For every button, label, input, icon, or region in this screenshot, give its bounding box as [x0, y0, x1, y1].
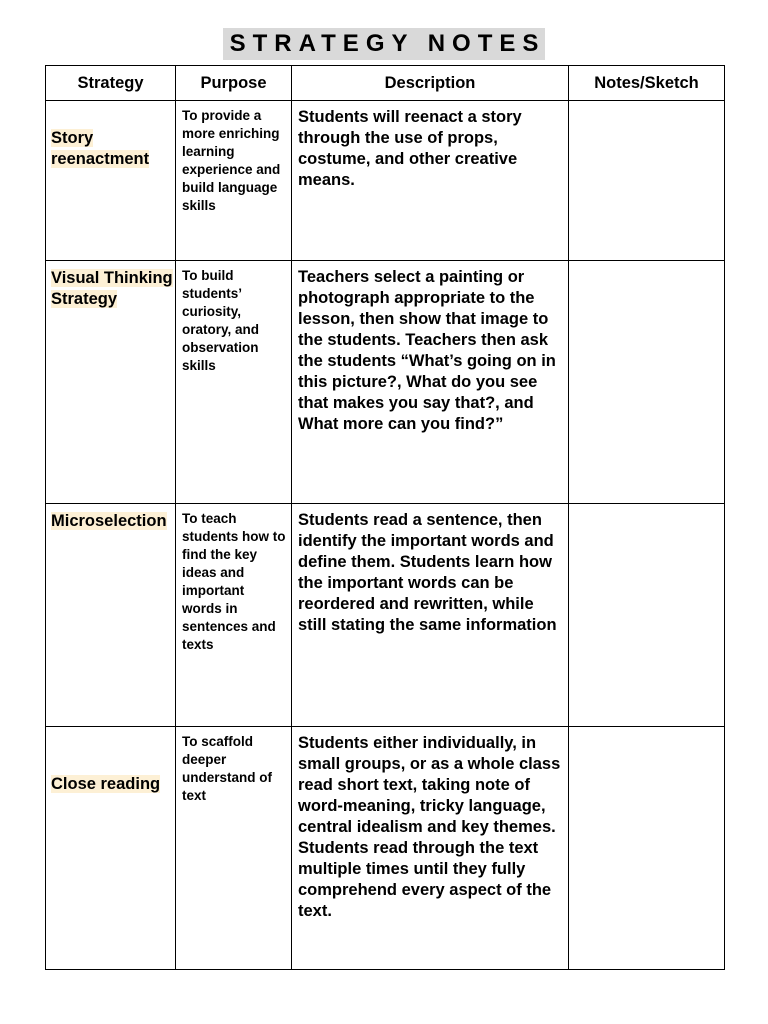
- table-row: [46, 727, 725, 970]
- table-header-row: [46, 66, 725, 101]
- page-title: STRATEGY NOTES: [223, 28, 546, 60]
- strategy-cell: [46, 727, 176, 970]
- header-notes-sketch: Notes/Sketch: [569, 66, 725, 101]
- header-description: Description: [292, 66, 569, 101]
- strategy-table: [45, 65, 725, 970]
- purpose-cell: To provide a more enriching learning experience and build language skills: [176, 101, 292, 261]
- description-cell: Students will reenact a story through the use of props, costume, and other creative means.: [292, 101, 569, 261]
- strategy-cell: [46, 261, 176, 504]
- description-cell: Students read a sentence, then identify the important words and define them. Students learn how the important words can be reordered and rewritten, while still stating the same information: [292, 504, 569, 727]
- description-cell: Students either individually, in small groups, or as a whole class read short text, taking note of word-meaning, tricky language, central idealism and key themes. Students read through the text multiple times until they fully comprehend every aspect of the text.: [292, 727, 569, 970]
- purpose-cell: To build students’ curiosity, oratory, and observation skills: [176, 261, 292, 504]
- table-row: [46, 101, 725, 261]
- strategy-name: Close reading: [51, 775, 161, 793]
- table-row: [46, 504, 725, 727]
- table-row: [46, 261, 725, 504]
- description-cell: Teachers select a painting or photograph appropriate to the lesson, then show that image to the students. Teachers then ask the students “What’s going on in this picture?, What do you see that makes you say that?, and What more can you find?”: [292, 261, 569, 504]
- purpose-cell: To teach students how to find the key ideas and important words in sentences and texts: [176, 504, 292, 727]
- header-strategy: Strategy: [46, 66, 176, 101]
- title-container: [0, 28, 768, 60]
- notes-sketch-cell[interactable]: [569, 727, 725, 970]
- strategy-name: Story reenactment: [51, 129, 150, 168]
- notes-sketch-cell[interactable]: [569, 261, 725, 504]
- notes-sketch-cell[interactable]: [569, 101, 725, 261]
- strategy-cell: [46, 101, 176, 261]
- strategy-name: Visual Thinking Strategy: [51, 269, 173, 308]
- header-purpose: Purpose: [176, 66, 292, 101]
- notes-sketch-cell[interactable]: [569, 504, 725, 727]
- purpose-cell: To scaffold deeper understand of text: [176, 727, 292, 970]
- strategy-name: Microselection: [51, 512, 167, 530]
- strategy-cell: [46, 504, 176, 727]
